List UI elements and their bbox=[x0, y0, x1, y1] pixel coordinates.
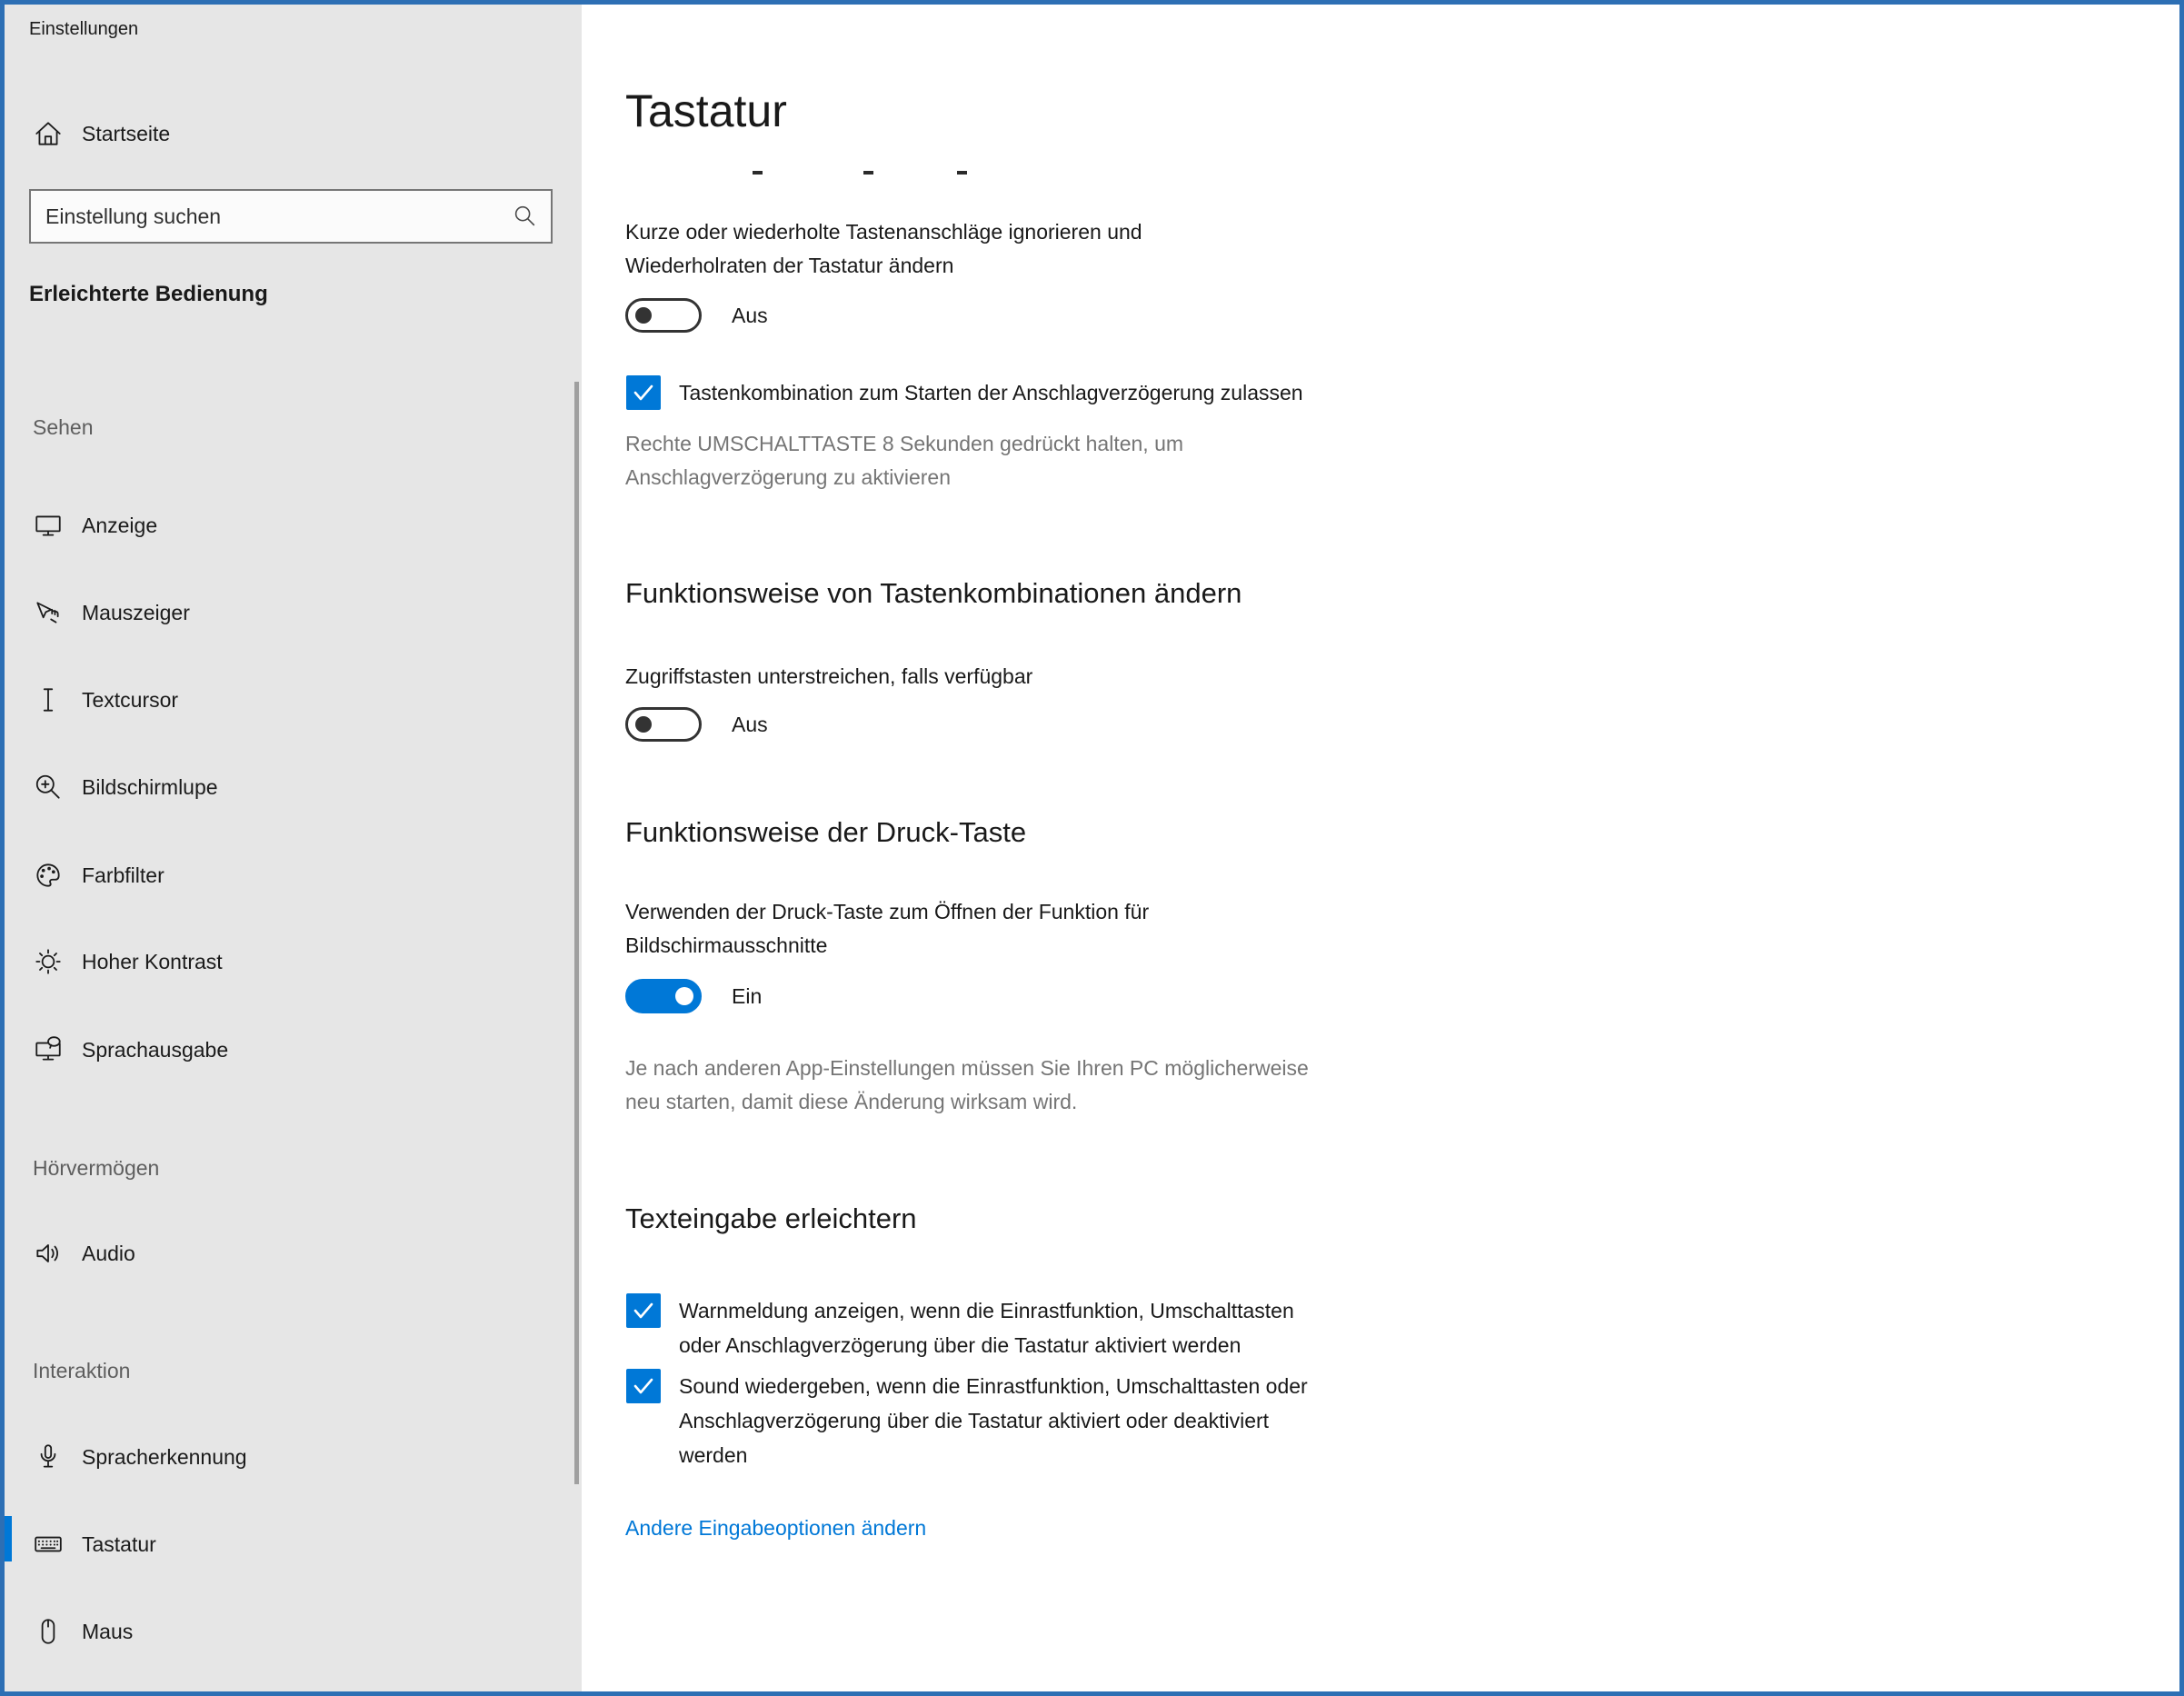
sidebar bbox=[5, 5, 582, 1691]
sidebar-item-audio[interactable] bbox=[5, 1225, 582, 1282]
underline-access-keys-toggle[interactable] bbox=[625, 707, 702, 742]
sidebar-item-sprachausgabe[interactable] bbox=[5, 1022, 582, 1078]
sidebar-item-farbfilter[interactable] bbox=[5, 847, 582, 903]
clipped-text-artifact bbox=[753, 171, 763, 175]
keyboard-icon bbox=[33, 1529, 64, 1560]
checkmark-icon bbox=[632, 381, 655, 404]
mouse-pointer-icon bbox=[33, 597, 64, 628]
microphone-icon bbox=[33, 1442, 64, 1472]
print-key-label: Verwenden der Druck-Taste zum Öffnen der Funktion für Bildschirmausschnitte bbox=[625, 900, 1150, 957]
sidebar-item-maus[interactable] bbox=[5, 1603, 582, 1660]
palette-icon bbox=[33, 860, 64, 891]
sidebar-item-textcursor[interactable] bbox=[5, 672, 582, 728]
toggle-knob bbox=[635, 716, 652, 733]
sidebar-item-label: Tastatur bbox=[82, 1531, 156, 1556]
section-header-shortcuts: Funktionsweise von Tastenkombinationen ändern bbox=[625, 577, 1242, 609]
section-header-typing: Texteingabe erleichtern bbox=[625, 1202, 917, 1234]
magnifier-plus-icon bbox=[33, 772, 64, 803]
checkmark-icon bbox=[632, 1374, 655, 1398]
sidebar-item-startseite[interactable] bbox=[5, 105, 582, 162]
group-title: Erleichterte Bedienung bbox=[29, 282, 268, 306]
sidebar-item-label: Farbfilter bbox=[82, 863, 165, 887]
toggle-knob bbox=[635, 307, 652, 324]
sidebar-item-label: Spracherkennung bbox=[82, 1444, 247, 1469]
warning-checkbox-row bbox=[626, 1293, 1294, 1362]
sidebar-scrollbar[interactable] bbox=[574, 382, 579, 1484]
sidebar-item-label: Sprachausgabe bbox=[82, 1037, 229, 1062]
monitor-icon bbox=[33, 510, 64, 541]
page-title: Tastatur bbox=[625, 85, 787, 136]
main-content bbox=[582, 5, 2179, 1691]
sidebar-item-label: Audio bbox=[82, 1241, 135, 1265]
sidebar-item-mauszeiger[interactable] bbox=[5, 584, 582, 641]
nav-header-hoervermoegen: Hörvermögen bbox=[33, 1156, 160, 1180]
sidebar-item-tastatur[interactable] bbox=[5, 1516, 582, 1572]
shortcut-checkbox[interactable] bbox=[626, 375, 661, 410]
toggle-knob bbox=[675, 987, 693, 1005]
speaker-icon bbox=[33, 1238, 64, 1269]
filter-keys-label: Kurze oder wiederholte Tastenanschläge ignorieren und Wiederholraten der Tastatur ändern bbox=[625, 220, 1142, 277]
filter-keys-toggle[interactable] bbox=[625, 298, 702, 333]
print-key-note: Je nach anderen App-Einstellungen müssen Sie Ihren PC möglicherweise neu starten, damit diese Änderung wirksam wird. bbox=[625, 1056, 1309, 1113]
mouse-icon bbox=[33, 1616, 64, 1647]
text-cursor-icon bbox=[33, 684, 64, 715]
app-title: Einstellungen bbox=[29, 19, 139, 39]
nav-header-interaktion: Interaktion bbox=[33, 1359, 131, 1382]
sound-checkbox-label: Sound wiedergeben, wenn die Einrastfunktion, Umschalttasten oder Anschlagverzögerung über die Tastatur aktiviert oder deaktiviert werden bbox=[679, 1374, 1308, 1467]
print-key-toggle[interactable] bbox=[625, 979, 702, 1013]
clipped-text-artifact bbox=[863, 171, 873, 175]
sidebar-item-label: Maus bbox=[82, 1619, 134, 1643]
sidebar-item-label: Anzeige bbox=[82, 513, 158, 537]
narrator-icon bbox=[33, 1034, 64, 1065]
section-header-print-key: Funktionsweise der Druck-Taste bbox=[625, 816, 1027, 848]
warning-checkbox[interactable] bbox=[626, 1293, 661, 1328]
underline-access-keys-toggle-row bbox=[625, 707, 768, 742]
sun-icon bbox=[33, 946, 64, 977]
settings-search bbox=[29, 189, 553, 244]
nav-header-sehen: Sehen bbox=[33, 415, 94, 439]
sidebar-item-bildschirmlupe[interactable] bbox=[5, 759, 582, 815]
sidebar-item-spracherkennung[interactable] bbox=[5, 1429, 582, 1485]
shortcut-checkbox-row bbox=[626, 375, 1303, 410]
search-input[interactable] bbox=[44, 204, 511, 230]
warning-checkbox-label: Warnmeldung anzeigen, wenn die Einrastfunktion, Umschalttasten oder Anschlagverzögerung über die Tastatur aktiviert werden bbox=[679, 1299, 1294, 1357]
sidebar-item-label: Bildschirmlupe bbox=[82, 774, 218, 799]
toggle-state-label: Ein bbox=[732, 983, 763, 1008]
sound-checkbox[interactable] bbox=[626, 1369, 661, 1403]
sidebar-item-hoher-kontrast[interactable] bbox=[5, 933, 582, 990]
shortcut-checkbox-label: Tastenkombination zum Starten der Anschlagverzögerung zulassen bbox=[679, 381, 1303, 404]
sidebar-item-anzeige[interactable] bbox=[5, 497, 582, 554]
toggle-state-label: Aus bbox=[732, 303, 768, 327]
shortcut-hint: Rechte UMSCHALTTASTE 8 Sekunden gedrückt halten, um Anschlagverzögerung zu aktivieren bbox=[625, 432, 1184, 489]
sidebar-item-label: Textcursor bbox=[82, 687, 179, 712]
checkmark-icon bbox=[632, 1299, 655, 1322]
home-icon bbox=[33, 118, 64, 149]
toggle-state-label: Aus bbox=[732, 712, 768, 736]
sound-checkbox-row bbox=[626, 1369, 1308, 1472]
clipped-text-artifact bbox=[957, 171, 967, 175]
other-input-options-link[interactable]: Andere Eingabeoptionen ändern bbox=[625, 1516, 927, 1540]
filter-keys-toggle-row bbox=[625, 298, 768, 333]
print-key-toggle-row bbox=[625, 979, 762, 1013]
search-icon[interactable] bbox=[511, 203, 538, 230]
sidebar-item-label: Mauszeiger bbox=[82, 600, 190, 624]
sidebar-item-label: Hoher Kontrast bbox=[82, 949, 223, 973]
selected-item-accent-bar bbox=[5, 1516, 12, 1561]
sidebar-item-label: Startseite bbox=[82, 121, 171, 145]
underline-access-keys-label: Zugriffstasten unterstreichen, falls verfügbar bbox=[625, 664, 1033, 688]
